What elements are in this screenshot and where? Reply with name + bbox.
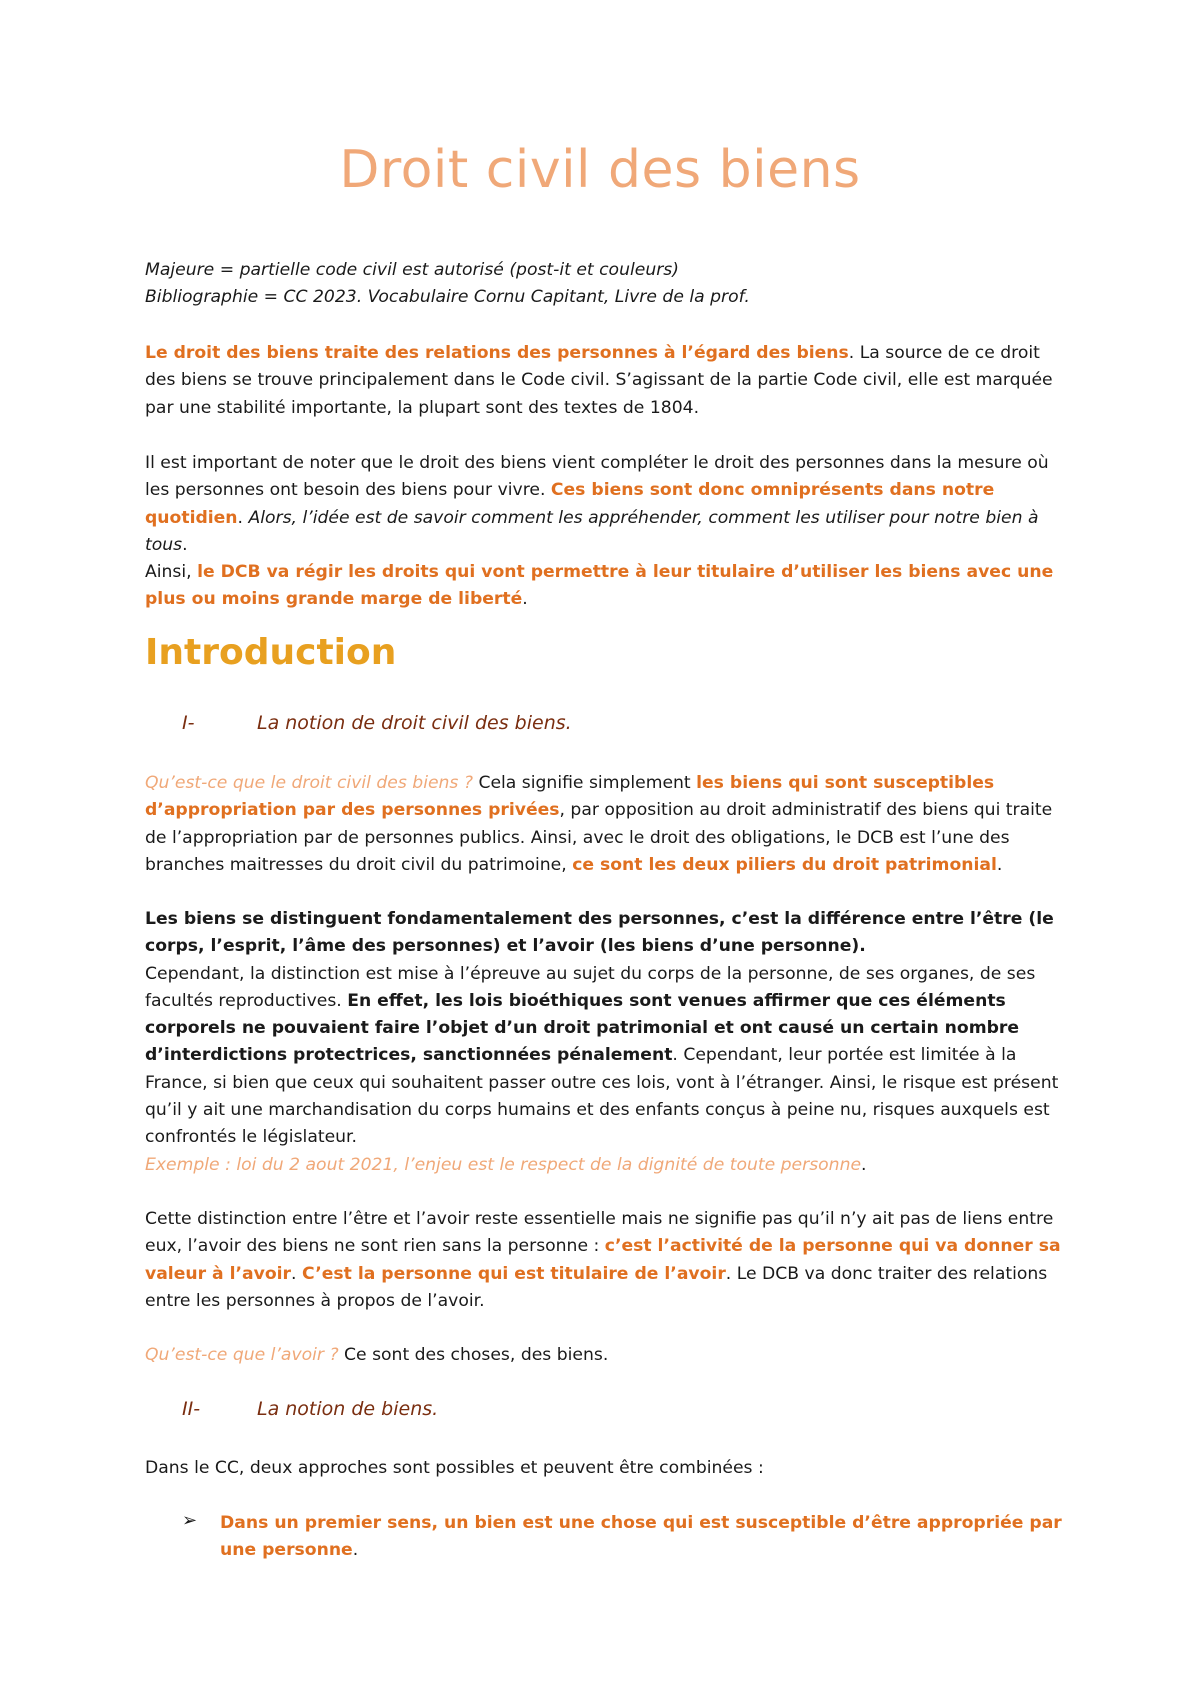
paragraph-9 <box>145 1342 1065 1369</box>
paragraph-5 <box>145 906 1065 1179</box>
section-2-heading <box>145 1398 1065 1420</box>
highlight-text: C’est la personne qui est titulaire de l’avoir <box>301 1263 726 1284</box>
italic-text: Alors, l’idée est de savoir comment les appréhender, comment les utiliser pour notre bien à tous <box>145 507 1039 555</box>
arrow-bullet-icon: ➢ <box>182 1510 198 1531</box>
body-text: Cette distinction entre l’être et l’avoir reste essentielle mais ne signifie pas qu’il n’y ait pas de liens entre eux, l’avoir des biens ne sont rien sans la personne : <box>145 1209 1054 1257</box>
body-text: Ainsi, <box>145 562 198 583</box>
highlight-text: Le droit des biens traite des relations des personnes à l’égard des biens <box>145 343 849 363</box>
body-text: Cependant, la distinction est mise à l’épreuve au sujet du corps de la personne, de ses organes, de ses facultés reproductives. <box>145 963 1036 1011</box>
meta-block <box>145 257 1065 312</box>
body-text: Dans le CC, deux approches sont possibles et peuvent être combinées : <box>145 1458 764 1478</box>
body-text: . <box>996 854 1003 875</box>
body-text: . Cependant, leur portée est limitée à la France, si bien que ceux qui souhaitent passer outre ces lois, vont à l’étranger. Ainsi, le risque est présent qu’il y ait une marchandisation du corps humains et des enfants conçus à peine nu, risques auxquels est confrontés le législateur. <box>145 1045 1059 1148</box>
question-text: Qu’est-ce que l’avoir ? <box>145 1345 339 1365</box>
section-label: La notion de droit civil des biens. <box>257 712 572 734</box>
paragraph-2 <box>145 450 1065 614</box>
body-text: . <box>861 1154 867 1175</box>
body-text: , par opposition au droit administratif des biens qui traite de l’appropriation par de personnes publics. Ainsi, avec le droit des obligations, le DCB est l’une des branches maitresses du droit civil du patrimoine, <box>145 800 1053 875</box>
body-text: . <box>291 1263 302 1284</box>
introduction-section <box>145 632 1065 673</box>
highlight-text: Ces biens sont donc omniprésents dans notre quotidien <box>145 480 995 528</box>
highlight-text: c’est l’activité de la personne qui va donner sa valeur à l’avoir <box>145 1236 1061 1284</box>
body-text: . <box>522 589 528 610</box>
paragraph-1 <box>145 340 1065 422</box>
body-text: . <box>182 534 188 555</box>
section-number: II- <box>182 1398 201 1420</box>
highlight-text: les biens qui sont susceptibles d’appropriation par des personnes privées <box>145 773 995 821</box>
section-number: I- <box>182 712 195 734</box>
body-text: Cela signifie simplement <box>472 773 697 793</box>
meta-line-1: Majeure = partielle code civil est autorisé (post-it et couleurs) <box>145 260 679 280</box>
highlight-text: Dans un premier sens, un bien est une chose qui est susceptible d’être appropriée par une personne <box>220 1513 1062 1561</box>
question-text: Qu’est-ce que le droit civil des biens ? <box>145 773 473 793</box>
body-text: . Le DCB va donc traiter des relations entre les personnes à propos de l’avoir. <box>145 1263 1048 1311</box>
example-text: Exemple : loi du 2 aout 2021, l’enjeu est le respect de la dignité de toute personne <box>145 1154 862 1175</box>
body-text: Il est important de noter que le droit des biens vient compléter le droit des personnes dans la mesure où les personnes ont besoin des biens pour vivre. <box>145 453 1049 501</box>
paragraph-8 <box>145 1206 1065 1315</box>
body-text: . La source de ce droit des biens se trouve principalement dans le Code civil. S’agissant de la partie Code civil, elle est marquée par une stabilité importante, la plupart sont des textes de 1804. <box>145 343 1053 418</box>
bold-text: En effet, les lois bioéthiques sont venues affirmer que ces éléments corporels ne pouvaient faire l’objet d’un droit patrimonial et ont causé un certain nombre d’interdictions protectrices, sanctionnées pénalement <box>145 990 1020 1066</box>
body-text: . <box>237 507 249 528</box>
section-label: La notion de biens. <box>257 1398 439 1420</box>
section-1-heading <box>145 712 1065 734</box>
paragraph-4 <box>145 770 1065 879</box>
meta-line-2: Bibliographie = CC 2023. Vocabulaire Cornu Capitant, Livre de la prof. <box>145 287 750 308</box>
paragraph-10 <box>145 1455 1065 1482</box>
bullet-item <box>145 1510 1065 1565</box>
bullet-list <box>145 1510 1065 1565</box>
body-text: . <box>352 1540 359 1561</box>
introduction-heading: Introduction <box>145 632 397 673</box>
highlight-text: le DCB va régir les droits qui vont permettre à leur titulaire d’utiliser les biens avec une plus ou moins grande marge de liberté <box>145 562 1054 610</box>
body-text: Ce sont des choses, des biens. <box>338 1345 609 1365</box>
document-title: Droit civil des biens <box>339 140 861 200</box>
bold-text: Les biens se distinguent fondamentalement des personnes, c’est la différence entre l’être (le corps, l’esprit, l’âme des personnes) et l’avoir (les biens d’une personne). <box>145 909 1054 957</box>
highlight-text: ce sont les deux piliers du droit patrimonial <box>572 854 997 875</box>
